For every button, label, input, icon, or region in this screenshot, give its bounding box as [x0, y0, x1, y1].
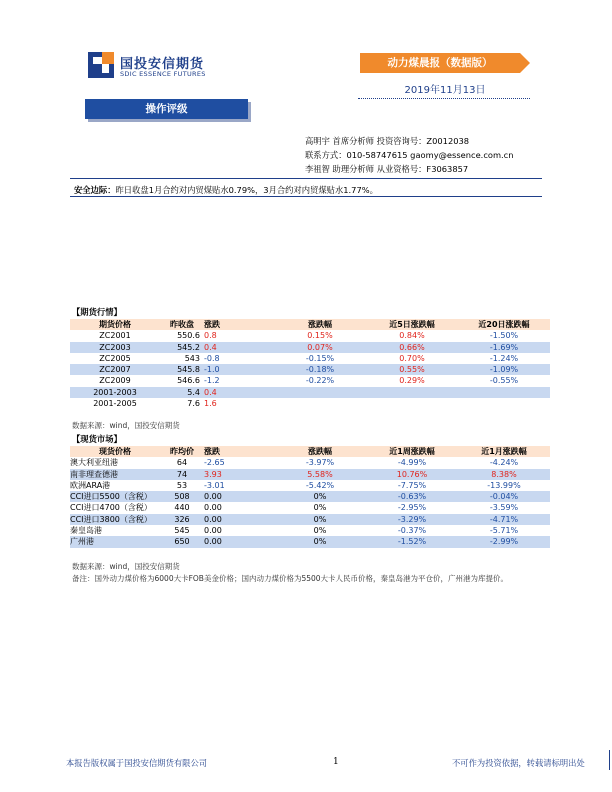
table-cell: 10.76%	[366, 469, 458, 480]
table-cell	[458, 398, 550, 409]
table-cell: -1.69%	[458, 342, 550, 353]
table-cell: 0%	[313, 526, 327, 536]
table-cell: -1.0	[204, 364, 274, 375]
spot-header-cell: 近1周涨跌幅	[366, 446, 458, 457]
table-cell: 8.38%	[458, 469, 550, 480]
table-cell: 0.29%	[399, 376, 425, 386]
safety-text: 昨日收盘1月合约对内贸煤贴水0.79%，3月合约对内贸煤贴水1.77%。	[115, 185, 378, 195]
table-cell: -1.50%	[489, 331, 519, 341]
table-row	[70, 525, 550, 536]
futures-header-cell: 涨跌	[204, 319, 274, 330]
safety-margin	[74, 184, 378, 196]
table-cell: 0.00	[204, 526, 222, 536]
table-cell: 0.00	[204, 503, 222, 513]
table-row	[70, 375, 550, 386]
table-cell: 0.00	[204, 536, 274, 547]
table-cell: 0.55%	[366, 364, 458, 375]
table-cell: -1.24%	[489, 353, 519, 363]
spot-header-cell: 昨均价	[160, 446, 204, 457]
table-cell: -4.71%	[458, 514, 550, 525]
analyst-line-2: 李祖智 助理分析师 从业资格号：F3063857	[305, 164, 469, 174]
logo-company-english: SDIC ESSENCE FUTURES	[120, 70, 206, 78]
futures-table	[70, 319, 550, 409]
table-cell: ZC2001	[99, 331, 131, 341]
spot-section-title: 【现货市场】	[72, 434, 122, 444]
table-cell: 1.6	[204, 399, 217, 409]
analyst-line-1: 高明宇 首席分析师 投资咨询号：Z0012038	[305, 136, 470, 146]
table-cell: 0%	[274, 491, 366, 502]
table-cell: ZC2005	[99, 353, 131, 363]
table-cell: 0.8	[204, 331, 217, 341]
rating-badge: 操作评级	[85, 99, 248, 119]
table-cell: 543	[184, 353, 200, 363]
table-cell: -2.65	[204, 458, 225, 468]
analyst-contact: 联系方式：010-58747615 gaomy@essence.com.cn	[305, 150, 514, 160]
table-row	[70, 502, 550, 513]
table-cell: -4.99%	[397, 458, 427, 468]
table-cell: -0.37%	[397, 526, 427, 536]
table-cell: 0.4	[204, 342, 274, 353]
company-logo-icon	[88, 52, 114, 78]
futures-header-cell: 昨收盘	[160, 319, 204, 330]
table-cell: 0.00	[204, 514, 274, 525]
table-row	[70, 387, 550, 398]
spot-note: 备注：国外动力煤价格为6000大卡FOB美金价格；国内动力煤价格为5500大卡人民币价格，秦皇岛港为平仓价，广州港为库提价。	[72, 574, 509, 583]
page-number: 1	[333, 757, 339, 767]
table-cell: ZC2007	[70, 364, 160, 375]
table-cell: 广州港	[70, 536, 160, 547]
table-cell: 440	[174, 503, 190, 513]
table-cell: 545.8	[160, 364, 204, 375]
table-cell: 秦皇岛港	[70, 526, 102, 536]
report-title-tag: 动力煤晨报（数据版）	[360, 53, 520, 73]
table-cell: -1.2	[204, 376, 220, 386]
futures-header-cell: 期货价格	[70, 319, 160, 330]
table-cell: 650	[160, 536, 204, 547]
table-cell	[274, 387, 366, 398]
table-cell: 0.15%	[307, 331, 333, 341]
table-cell: ZC2009	[99, 376, 131, 386]
table-cell: 53	[176, 480, 188, 490]
table-row	[70, 536, 550, 547]
table-cell: -0.63%	[366, 491, 458, 502]
table-cell: 2001-2003	[70, 387, 160, 398]
table-row	[70, 457, 550, 468]
logo-company-name: 国投安信期货	[120, 57, 205, 72]
footer-copyright: 本报告版权属于国投安信期货有限公司	[66, 758, 208, 768]
table-cell	[458, 387, 550, 398]
futures-table-header	[70, 319, 550, 330]
table-row	[70, 330, 550, 341]
table-cell: 0%	[313, 503, 327, 513]
table-cell: 546.6	[177, 376, 200, 386]
futures-source: 数据来源：wind，国投安信期货	[72, 421, 180, 430]
table-cell: 澳大利亚纽港	[70, 458, 118, 468]
table-row	[70, 514, 550, 525]
table-row	[70, 342, 550, 353]
table-cell	[366, 398, 458, 409]
spot-header-cell: 近1月涨跌幅	[458, 446, 550, 457]
spot-header-cell: 涨跌	[204, 446, 274, 457]
spot-header-cell: 涨跌幅	[274, 446, 366, 457]
table-cell: -3.97%	[305, 458, 335, 468]
futures-section-title: 【期货行情】	[72, 307, 122, 317]
table-cell: 0%	[274, 536, 366, 547]
table-row	[70, 398, 550, 409]
table-cell: -3.01	[204, 480, 225, 490]
table-cell: 5.4	[160, 387, 204, 398]
date-divider	[358, 98, 530, 99]
spot-header-cell: 现货价格	[70, 446, 160, 457]
header-divider-bottom	[70, 196, 542, 197]
table-cell: 0.84%	[399, 331, 425, 341]
table-cell: 550.6	[177, 331, 200, 341]
table-row	[70, 364, 550, 375]
table-cell: -13.99%	[487, 480, 521, 490]
table-cell: CCI进口3800（含税）	[70, 514, 160, 525]
table-cell	[274, 398, 366, 409]
table-cell: -3.29%	[366, 514, 458, 525]
table-cell: 0.66%	[366, 342, 458, 353]
table-cell: 0%	[274, 514, 366, 525]
table-cell: 64	[176, 458, 188, 468]
table-cell: -2.95%	[397, 503, 427, 513]
table-cell: 326	[160, 514, 204, 525]
table-cell	[366, 387, 458, 398]
header-divider-top	[70, 178, 542, 179]
table-cell: 0.70%	[399, 353, 425, 363]
table-cell: -1.09%	[458, 364, 550, 375]
table-cell: -0.22%	[305, 376, 335, 386]
table-cell: 0.07%	[274, 342, 366, 353]
table-cell: ZC2003	[70, 342, 160, 353]
table-cell: 7.6	[187, 399, 200, 409]
table-cell: 2001-2005	[93, 399, 137, 409]
table-cell: 0.00	[204, 491, 274, 502]
table-cell: 545	[174, 526, 190, 536]
table-cell: 南非理查德港	[70, 469, 160, 480]
table-cell: 5.58%	[274, 469, 366, 480]
table-cell: 508	[160, 491, 204, 502]
table-row	[70, 480, 550, 491]
table-cell: CCI进口4700（含税）	[70, 503, 152, 513]
table-cell: -4.24%	[489, 458, 519, 468]
table-cell: -5.42%	[305, 480, 335, 490]
table-cell: 545.2	[160, 342, 204, 353]
table-cell: -1.52%	[366, 536, 458, 547]
table-cell: -0.8	[204, 353, 220, 363]
footer-divider	[609, 750, 610, 770]
report-date: 2019年11月13日	[404, 85, 486, 96]
spot-table-header	[70, 446, 550, 457]
table-cell: -0.18%	[274, 364, 366, 375]
futures-header-cell: 涨跌幅	[274, 319, 366, 330]
futures-header-cell: 近5日涨跌幅	[366, 319, 458, 330]
table-cell: 0.4	[204, 387, 274, 398]
table-cell: 74	[160, 469, 204, 480]
table-cell: 3.93	[204, 469, 274, 480]
table-row	[70, 353, 550, 364]
table-cell: CCI进口5500（含税）	[70, 491, 160, 502]
table-row	[70, 469, 550, 480]
table-cell: -2.99%	[458, 536, 550, 547]
table-cell: -0.55%	[489, 376, 519, 386]
spot-source: 数据来源：wind，国投安信期货	[72, 562, 180, 571]
table-cell: -5.71%	[489, 526, 519, 536]
table-row	[70, 491, 550, 502]
table-cell: -3.59%	[489, 503, 519, 513]
safety-label: 安全边际：	[74, 185, 116, 195]
spot-table	[70, 446, 550, 548]
table-cell: -0.04%	[458, 491, 550, 502]
table-cell: -0.15%	[305, 353, 335, 363]
footer-disclaimer: 不可作为投资依据，转载请标明出处	[452, 758, 585, 768]
futures-header-cell: 近20日涨跌幅	[458, 319, 550, 330]
table-cell: -7.75%	[397, 480, 427, 490]
table-cell: 欧洲ARA港	[70, 480, 111, 490]
